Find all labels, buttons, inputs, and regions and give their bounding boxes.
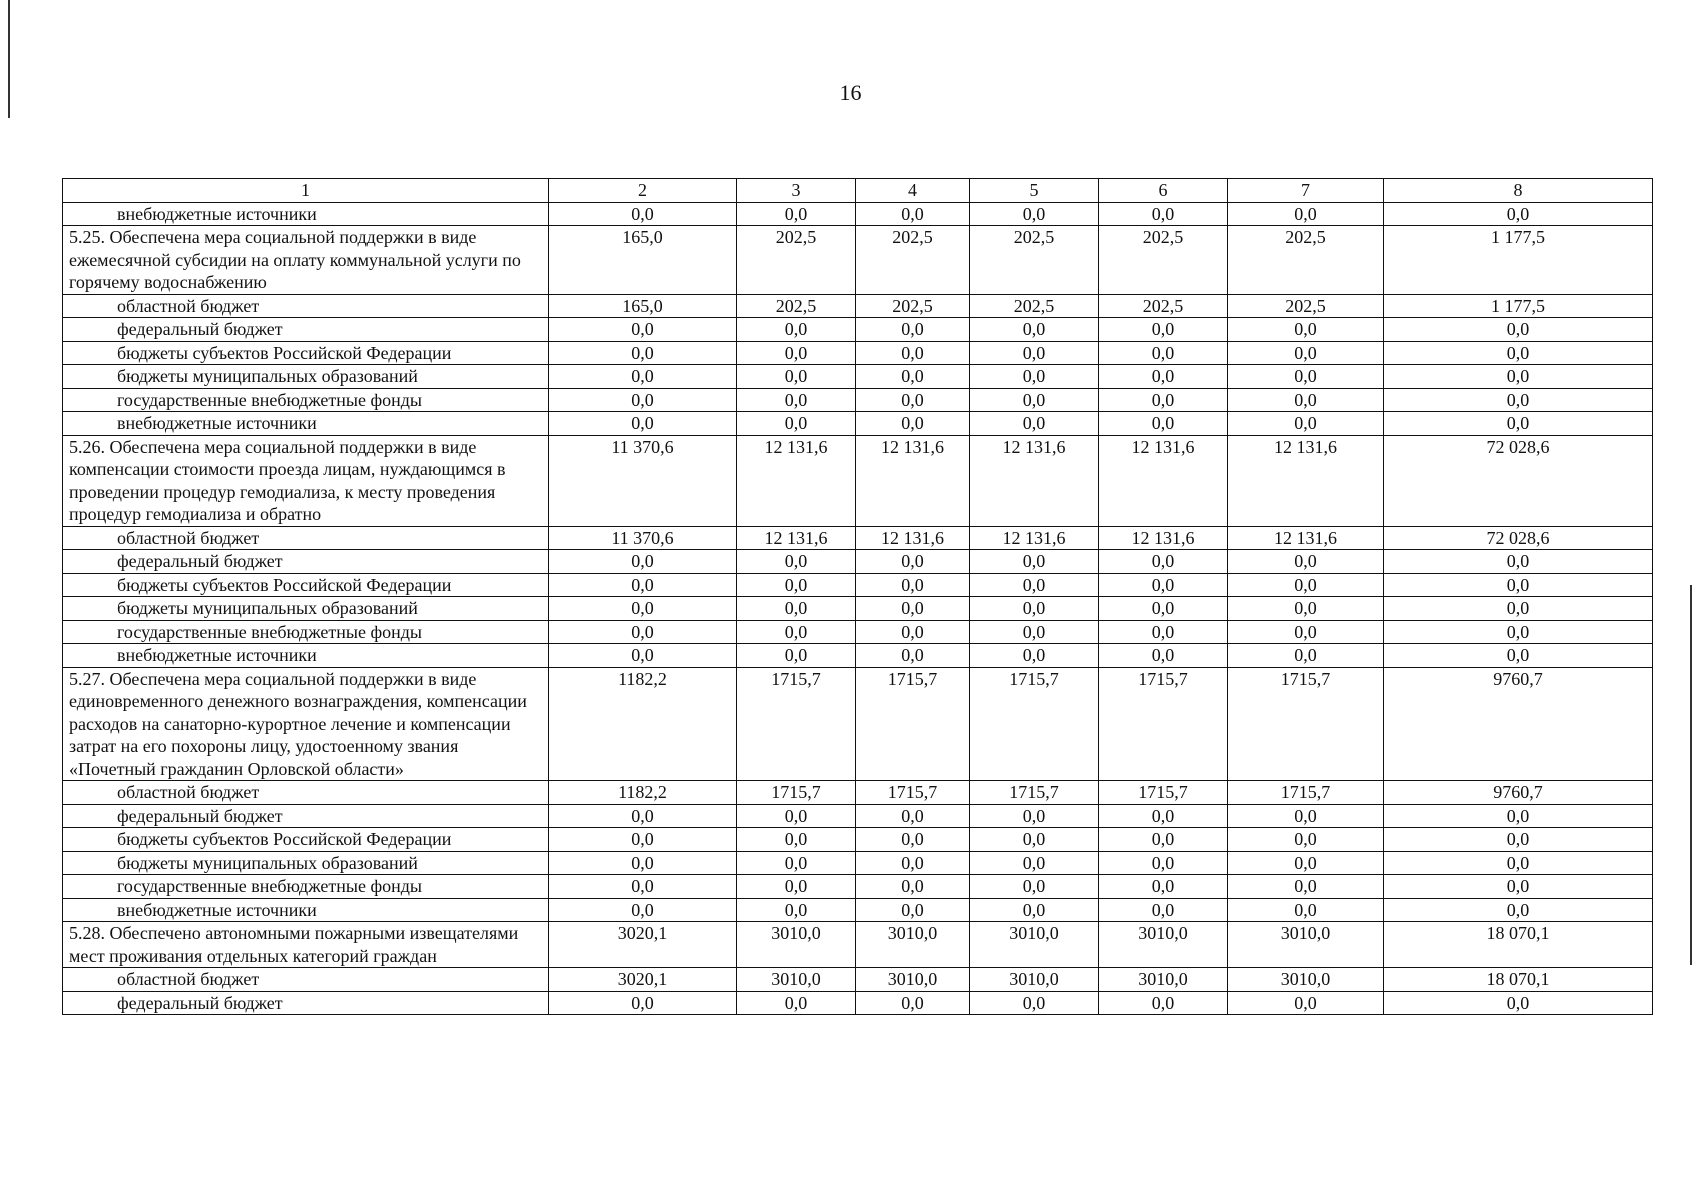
value-cell: 72 028,6 (1384, 435, 1653, 526)
value-cell: 202,5 (1228, 226, 1384, 295)
measure-label: 5.25. Обеспечена мера социальной поддержки в виде ежемесячной субсидии на оплату коммунальной услуги по горячему водоснабжению (63, 226, 549, 295)
value-cell: 0,0 (1099, 597, 1228, 621)
table-row (63, 781, 1653, 805)
column-header: 6 (1099, 179, 1228, 203)
value-cell: 0,0 (737, 412, 856, 436)
value-cell: 0,0 (1384, 550, 1653, 574)
value-cell: 0,0 (856, 875, 970, 899)
value-cell: 1715,7 (737, 781, 856, 805)
value-cell: 0,0 (1099, 365, 1228, 389)
value-cell: 0,0 (549, 573, 737, 597)
value-cell: 0,0 (1384, 341, 1653, 365)
value-cell: 12 131,6 (1228, 526, 1384, 550)
value-cell: 1182,2 (549, 667, 737, 781)
value-cell: 1715,7 (1228, 781, 1384, 805)
value-cell: 165,0 (549, 294, 737, 318)
measure-label: 5.26. Обеспечена мера социальной поддержки в виде компенсации стоимости проезда лицам, нуждающимся в проведении процедур гемодиализа, к месту проведения процедур гемодиализа и обратно (63, 435, 549, 526)
source-label: областной бюджет (63, 968, 549, 992)
value-cell: 3010,0 (1228, 922, 1384, 968)
table-header-row (63, 179, 1653, 203)
value-cell: 0,0 (1384, 412, 1653, 436)
value-cell: 0,0 (856, 365, 970, 389)
value-cell: 0,0 (1384, 851, 1653, 875)
value-cell: 0,0 (970, 365, 1099, 389)
value-cell: 0,0 (970, 828, 1099, 852)
value-cell: 3010,0 (970, 922, 1099, 968)
value-cell: 0,0 (549, 828, 737, 852)
value-cell: 0,0 (1099, 875, 1228, 899)
value-cell: 0,0 (737, 991, 856, 1015)
source-label: областной бюджет (63, 781, 549, 805)
value-cell: 72 028,6 (1384, 526, 1653, 550)
value-cell: 0,0 (737, 620, 856, 644)
value-cell: 0,0 (856, 804, 970, 828)
value-cell: 0,0 (970, 991, 1099, 1015)
value-cell: 0,0 (1228, 898, 1384, 922)
value-cell: 1715,7 (737, 667, 856, 781)
table-row (63, 294, 1653, 318)
column-header: 7 (1228, 179, 1384, 203)
table-row (63, 435, 1653, 526)
value-cell: 202,5 (737, 294, 856, 318)
source-label: бюджеты муниципальных образований (63, 851, 549, 875)
value-cell: 0,0 (970, 804, 1099, 828)
budget-table (62, 178, 1653, 1015)
table-row (63, 667, 1653, 781)
value-cell: 12 131,6 (1228, 435, 1384, 526)
value-cell: 0,0 (1384, 573, 1653, 597)
value-cell: 0,0 (970, 597, 1099, 621)
value-cell: 3010,0 (970, 968, 1099, 992)
source-label: бюджеты муниципальных образований (63, 365, 549, 389)
value-cell: 0,0 (1228, 644, 1384, 668)
value-cell: 0,0 (737, 202, 856, 226)
value-cell: 0,0 (549, 851, 737, 875)
value-cell: 0,0 (1384, 898, 1653, 922)
value-cell: 0,0 (1099, 898, 1228, 922)
source-label: государственные внебюджетные фонды (63, 388, 549, 412)
value-cell: 0,0 (737, 875, 856, 899)
value-cell: 0,0 (856, 620, 970, 644)
value-cell: 0,0 (970, 412, 1099, 436)
value-cell: 0,0 (1228, 365, 1384, 389)
value-cell: 1 177,5 (1384, 294, 1653, 318)
value-cell: 0,0 (970, 573, 1099, 597)
value-cell: 0,0 (1228, 202, 1384, 226)
source-label: федеральный бюджет (63, 550, 549, 574)
value-cell: 0,0 (1228, 828, 1384, 852)
value-cell: 202,5 (856, 226, 970, 295)
source-label: внебюджетные источники (63, 644, 549, 668)
value-cell: 0,0 (970, 875, 1099, 899)
column-header: 8 (1384, 179, 1653, 203)
value-cell: 12 131,6 (1099, 526, 1228, 550)
value-cell: 0,0 (737, 644, 856, 668)
table-row (63, 412, 1653, 436)
value-cell: 0,0 (737, 851, 856, 875)
value-cell: 0,0 (549, 318, 737, 342)
value-cell: 0,0 (856, 991, 970, 1015)
source-label: бюджеты субъектов Российской Федерации (63, 828, 549, 852)
value-cell: 0,0 (856, 898, 970, 922)
value-cell: 0,0 (1228, 550, 1384, 574)
value-cell: 0,0 (549, 875, 737, 899)
value-cell: 0,0 (549, 388, 737, 412)
value-cell: 0,0 (549, 991, 737, 1015)
value-cell: 0,0 (1228, 318, 1384, 342)
value-cell: 0,0 (1384, 804, 1653, 828)
source-label: бюджеты муниципальных образований (63, 597, 549, 621)
value-cell: 0,0 (1099, 412, 1228, 436)
value-cell: 0,0 (856, 573, 970, 597)
source-label: государственные внебюджетные фонды (63, 875, 549, 899)
value-cell: 0,0 (1099, 388, 1228, 412)
value-cell: 0,0 (737, 597, 856, 621)
measure-label: 5.28. Обеспечено автономными пожарными извещателями мест проживания отдельных категорий граждан (63, 922, 549, 968)
value-cell: 0,0 (737, 898, 856, 922)
value-cell: 3020,1 (549, 922, 737, 968)
value-cell: 0,0 (737, 341, 856, 365)
value-cell: 11 370,6 (549, 526, 737, 550)
table-row (63, 226, 1653, 295)
table-row (63, 991, 1653, 1015)
value-cell: 3010,0 (856, 968, 970, 992)
source-label: внебюджетные источники (63, 898, 549, 922)
value-cell: 0,0 (1099, 341, 1228, 365)
value-cell: 0,0 (1228, 388, 1384, 412)
value-cell: 202,5 (1099, 294, 1228, 318)
value-cell: 0,0 (737, 828, 856, 852)
value-cell: 0,0 (1384, 388, 1653, 412)
source-label: внебюджетные источники (63, 202, 549, 226)
table-row (63, 388, 1653, 412)
value-cell: 0,0 (1228, 620, 1384, 644)
value-cell: 0,0 (1228, 412, 1384, 436)
value-cell: 0,0 (1099, 804, 1228, 828)
value-cell: 0,0 (970, 202, 1099, 226)
value-cell: 202,5 (856, 294, 970, 318)
value-cell: 9760,7 (1384, 781, 1653, 805)
value-cell: 3010,0 (1099, 968, 1228, 992)
value-cell: 0,0 (1099, 573, 1228, 597)
value-cell: 0,0 (1384, 875, 1653, 899)
table-row (63, 550, 1653, 574)
value-cell: 0,0 (970, 620, 1099, 644)
value-cell: 0,0 (1228, 804, 1384, 828)
value-cell: 0,0 (1228, 341, 1384, 365)
value-cell: 0,0 (1384, 828, 1653, 852)
source-label: бюджеты субъектов Российской Федерации (63, 573, 549, 597)
table-row (63, 968, 1653, 992)
source-label: областной бюджет (63, 526, 549, 550)
source-label: бюджеты субъектов Российской Федерации (63, 341, 549, 365)
value-cell: 1715,7 (1228, 667, 1384, 781)
value-cell: 9760,7 (1384, 667, 1653, 781)
scan-edge-right (1690, 585, 1692, 965)
value-cell: 0,0 (970, 341, 1099, 365)
value-cell: 0,0 (1228, 875, 1384, 899)
value-cell: 1715,7 (856, 781, 970, 805)
column-header: 4 (856, 179, 970, 203)
value-cell: 0,0 (549, 644, 737, 668)
table-row (63, 644, 1653, 668)
value-cell: 0,0 (549, 597, 737, 621)
value-cell: 1715,7 (970, 781, 1099, 805)
column-header: 5 (970, 179, 1099, 203)
value-cell: 202,5 (970, 226, 1099, 295)
value-cell: 0,0 (970, 644, 1099, 668)
value-cell: 0,0 (1228, 573, 1384, 597)
value-cell: 0,0 (737, 573, 856, 597)
value-cell: 202,5 (1099, 226, 1228, 295)
value-cell: 0,0 (1099, 318, 1228, 342)
value-cell: 0,0 (1099, 851, 1228, 875)
value-cell: 0,0 (549, 202, 737, 226)
measure-label: 5.27. Обеспечена мера социальной поддержки в виде единовременного денежного вознаграждения, компенсации расходов на санаторно-курортное лечение и компенсации затрат на его похороны лицу, удостоенному звания «Почетный гражданин Орловской области» (63, 667, 549, 781)
value-cell: 0,0 (970, 550, 1099, 574)
value-cell: 1 177,5 (1384, 226, 1653, 295)
value-cell: 0,0 (970, 851, 1099, 875)
value-cell: 1715,7 (970, 667, 1099, 781)
page-number: 16 (839, 80, 862, 105)
value-cell: 0,0 (1384, 991, 1653, 1015)
value-cell: 3010,0 (1228, 968, 1384, 992)
value-cell: 3010,0 (1099, 922, 1228, 968)
value-cell: 0,0 (549, 550, 737, 574)
value-cell: 0,0 (856, 597, 970, 621)
value-cell: 18 070,1 (1384, 968, 1653, 992)
source-label: внебюджетные источники (63, 412, 549, 436)
value-cell: 0,0 (1099, 991, 1228, 1015)
value-cell: 0,0 (970, 318, 1099, 342)
value-cell: 202,5 (1228, 294, 1384, 318)
value-cell: 0,0 (549, 804, 737, 828)
value-cell: 3020,1 (549, 968, 737, 992)
value-cell: 0,0 (1384, 318, 1653, 342)
source-label: федеральный бюджет (63, 318, 549, 342)
column-header: 1 (63, 179, 549, 203)
value-cell: 0,0 (856, 202, 970, 226)
table-row (63, 828, 1653, 852)
table-row (63, 318, 1653, 342)
value-cell: 12 131,6 (856, 435, 970, 526)
value-cell: 202,5 (737, 226, 856, 295)
value-cell: 1715,7 (1099, 781, 1228, 805)
value-cell: 0,0 (1228, 597, 1384, 621)
table-row (63, 365, 1653, 389)
value-cell: 0,0 (1228, 851, 1384, 875)
source-label: федеральный бюджет (63, 804, 549, 828)
table-row (63, 898, 1653, 922)
value-cell: 0,0 (1384, 597, 1653, 621)
value-cell: 0,0 (549, 898, 737, 922)
value-cell: 0,0 (856, 388, 970, 412)
value-cell: 11 370,6 (549, 435, 737, 526)
column-header: 2 (549, 179, 737, 203)
value-cell: 0,0 (549, 620, 737, 644)
value-cell: 1182,2 (549, 781, 737, 805)
table-row (63, 526, 1653, 550)
value-cell: 0,0 (737, 550, 856, 574)
value-cell: 0,0 (549, 365, 737, 389)
value-cell: 0,0 (1099, 644, 1228, 668)
table-row (63, 875, 1653, 899)
value-cell: 0,0 (1099, 550, 1228, 574)
value-cell: 0,0 (1384, 644, 1653, 668)
table-row (63, 573, 1653, 597)
value-cell: 202,5 (970, 294, 1099, 318)
value-cell: 1715,7 (856, 667, 970, 781)
value-cell: 0,0 (1384, 620, 1653, 644)
value-cell: 0,0 (970, 388, 1099, 412)
value-cell: 0,0 (1099, 202, 1228, 226)
value-cell: 3010,0 (737, 922, 856, 968)
value-cell: 12 131,6 (970, 526, 1099, 550)
value-cell: 0,0 (856, 412, 970, 436)
value-cell: 12 131,6 (1099, 435, 1228, 526)
table-row (63, 620, 1653, 644)
value-cell: 0,0 (737, 388, 856, 412)
value-cell: 0,0 (549, 412, 737, 436)
value-cell: 0,0 (970, 898, 1099, 922)
value-cell: 0,0 (737, 318, 856, 342)
value-cell: 0,0 (1384, 365, 1653, 389)
table-row (63, 597, 1653, 621)
table-row (63, 851, 1653, 875)
column-header: 3 (737, 179, 856, 203)
value-cell: 18 070,1 (1384, 922, 1653, 968)
table-row (63, 804, 1653, 828)
value-cell: 12 131,6 (856, 526, 970, 550)
value-cell: 0,0 (1228, 991, 1384, 1015)
value-cell: 0,0 (1384, 202, 1653, 226)
source-label: областной бюджет (63, 294, 549, 318)
source-label: федеральный бюджет (63, 991, 549, 1015)
table-row (63, 341, 1653, 365)
source-label: государственные внебюджетные фонды (63, 620, 549, 644)
table-row (63, 922, 1653, 968)
table-row (63, 202, 1653, 226)
value-cell: 3010,0 (737, 968, 856, 992)
value-cell: 0,0 (737, 804, 856, 828)
value-cell: 0,0 (856, 851, 970, 875)
value-cell: 1715,7 (1099, 667, 1228, 781)
value-cell: 0,0 (1099, 828, 1228, 852)
value-cell: 0,0 (1099, 620, 1228, 644)
value-cell: 0,0 (737, 365, 856, 389)
value-cell: 12 131,6 (737, 526, 856, 550)
value-cell: 0,0 (856, 550, 970, 574)
value-cell: 0,0 (856, 341, 970, 365)
value-cell: 165,0 (549, 226, 737, 295)
value-cell: 0,0 (856, 828, 970, 852)
value-cell: 3010,0 (856, 922, 970, 968)
value-cell: 12 131,6 (970, 435, 1099, 526)
value-cell: 0,0 (856, 318, 970, 342)
value-cell: 12 131,6 (737, 435, 856, 526)
value-cell: 0,0 (549, 341, 737, 365)
value-cell: 0,0 (856, 644, 970, 668)
